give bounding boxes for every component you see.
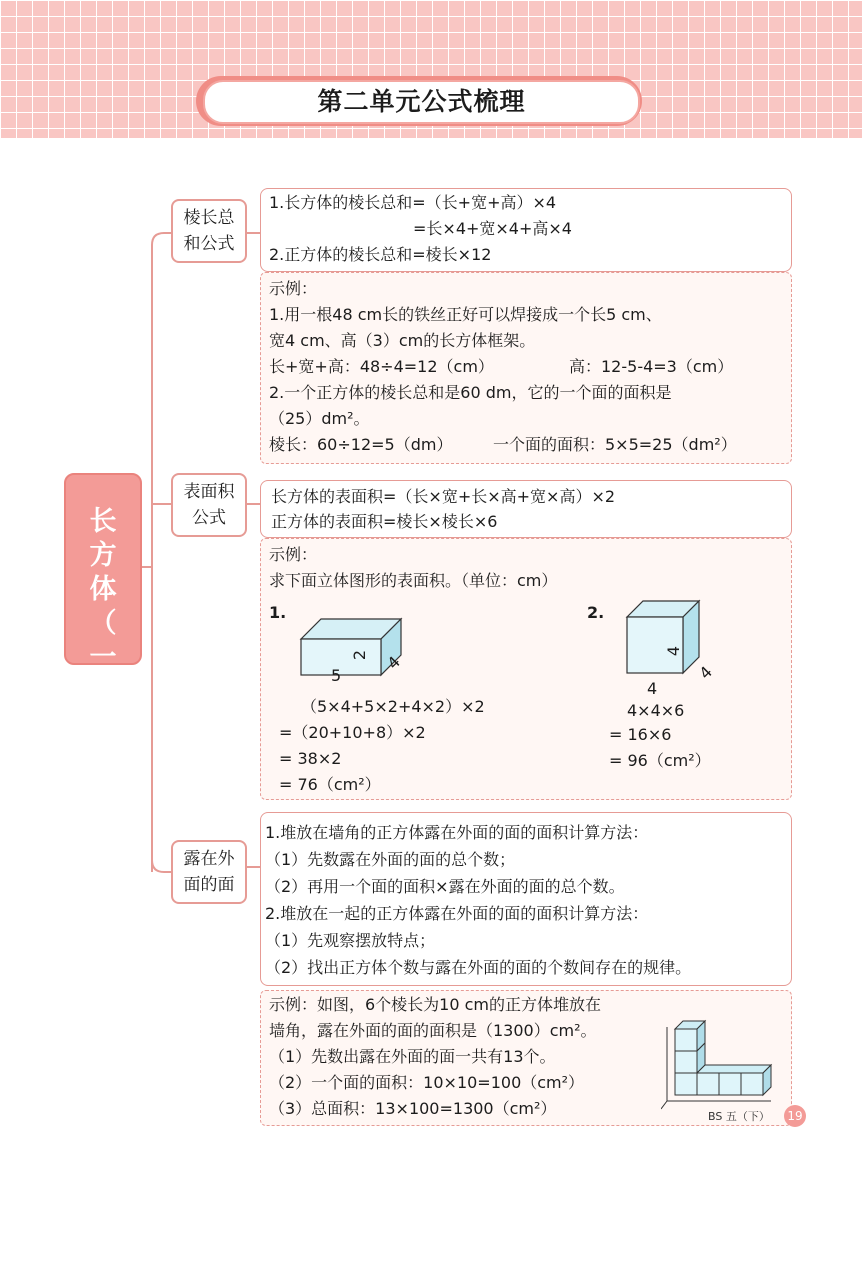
formula-box-exposed-faces: 1.堆放在墙角的正方体露在外面的面的面积计算方法： （1）先数露在外面的面的总个数； （2）再用一个面的面积×露在外面的面的总个数。 2.堆放在一起的正方体露在外面的面的面积计算方法： （1）先观察摆放特点； （2）找出正方体个数与露在外面的面的个数间存在的规律。	[260, 812, 792, 986]
figure-1-number: 1.	[269, 603, 287, 622]
formula-box-surface-area: 长方体的表面积=（长×宽+长×高+宽×高）×2 正方体的表面积=棱长×棱长×6	[260, 480, 792, 538]
category-surface-area: 表面积 公式	[171, 473, 247, 537]
main-topic-label: 长 方 体 （ 一 ）	[89, 506, 117, 707]
category-exposed-faces: 露在外 面的面	[171, 840, 247, 904]
example-box-surface-area: 示例： 求下面立体图形的表面积。（单位：cm） 1. 5 2 4 （5×4+5×2+4×2）×2 =（20+10+8）×2 = 38×2 = 76（cm²） 2. 4 4 4 4×4×6 = 16×6 = 96（cm²）	[260, 538, 792, 800]
category-edge-sum: 棱长总 和公式	[171, 199, 247, 263]
page-title: 第二单元公式梳理	[203, 80, 640, 124]
figure-2-number: 2.	[587, 603, 605, 622]
main-topic-node	[64, 473, 142, 707]
example-box-edge-sum: 示例： 1.用一根48 cm长的铁丝正好可以焊接成一个长5 cm、 宽4 cm、高（3）cm的长方体框架。 长+宽+高：48÷4=12（cm） 高：12-5-4=3（cm） 2.一个正方体的棱长总和是60 dm，它的一个面的面积是 （25）dm²。 棱长：60÷12=5（dm） 一个面的面积：5×5=25（dm²）	[260, 272, 792, 464]
formula-box-edge-sum: 1.长方体的棱长总和=（长+宽+高）×4 =长×4+宽×4+高×4 2.正方体的棱长总和=棱长×12	[260, 188, 792, 272]
footer-book-label: BS 五（下）	[708, 1110, 770, 1123]
stacked-cubes-figure	[661, 1007, 781, 1113]
page-number: 19	[784, 1105, 806, 1127]
example-box-exposed-faces: 示例：如图，6个棱长为10 cm的正方体堆放在 墙角，露在外面的面的面积是（1300）cm²。 （1）先数出露在外面的面一共有13个。 （2）一个面的面积：10×10=100（cm²） （3）总面积：13×100=1300（cm²）	[260, 990, 792, 1126]
